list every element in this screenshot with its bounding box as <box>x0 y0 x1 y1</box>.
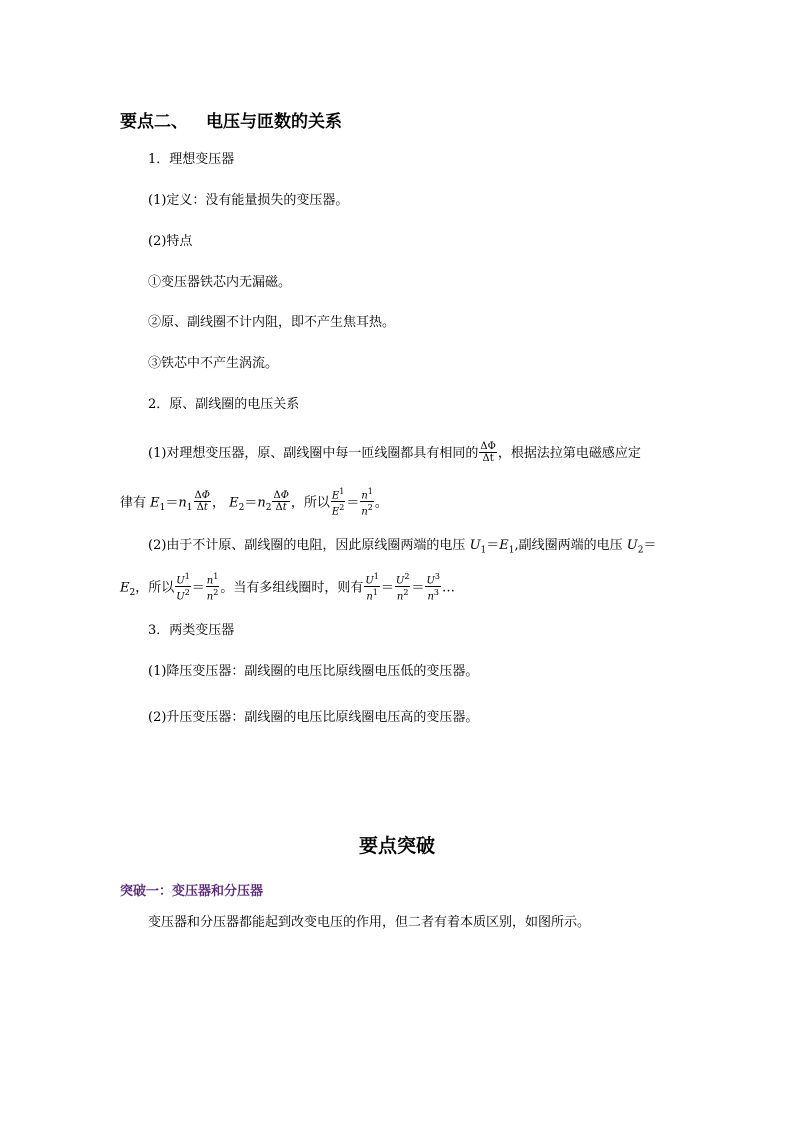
step-down-text: (1)降压变压器：副线圈的电压比原线圈电压低的变压器。 <box>148 664 479 679</box>
paragraph-1-line-2: 律有 $E_1=n_1$ $\frac{\Delta\Phi}{\Delta t}$ ， $E_2=n_2$ $\frac{\Delta\Phi}{\Delta t}$ ，所以 $\frac{E^1}{E^2}$ ＝ $\frac{n^1}{n^2}$ 。 <box>120 487 388 518</box>
definition-text: (1)定义：没有能量损失的变压器。 <box>148 193 349 208</box>
multi-ratio-2: $\frac{U^2}{n^2}$ <box>395 572 410 603</box>
paragraph-2-line-2: $E_2$，所以 $\frac{U^1}{U^2}$ ＝ $\frac{n^1}{n^2}$ 。当有多组线圈时，则有 $\frac{U^1}{n^1}$ ＝ $\frac{U^2}{n^2}$ ＝ $\frac{U^3}{n^3}$ … <box>120 572 455 603</box>
feature-3: ③铁芯中不产生涡流。 <box>148 356 279 371</box>
subsection-ideal-transformer: 1．理想变压器 <box>148 152 235 167</box>
turns-ratio-fraction: $\frac{n^1}{n^2}$ <box>361 487 373 518</box>
multi-ratio-1: $\frac{U^1}{n^1}$ <box>365 572 379 603</box>
step-up-text: (2)升压变压器：副线圈的电压比原线圈电压高的变压器。 <box>148 710 479 725</box>
paragraph-1-line-1: (1)对理想变压器，原、副线圈中每一匝线圈都具有相同的 $\frac{\Delta\Phi}{\Delta t}$ ，根据法拉第电磁感应定 <box>148 441 641 464</box>
subsection-two-types: 3．两类变压器 <box>148 623 235 638</box>
feature-1: ①变压器铁芯内无漏磁。 <box>148 275 292 290</box>
subsection-title: 突破一：变压器和分压器 <box>120 884 264 899</box>
feature-2: ②原、副线圈不计内阻，即不产生焦耳热。 <box>148 315 396 330</box>
delta-phi-fraction: $\frac{\Delta\Phi}{\Delta t}$ <box>480 441 496 464</box>
voltage-ratio-fraction: $\frac{U^1}{U^2}$ <box>176 572 190 603</box>
features-heading: (2)特点 <box>148 234 193 249</box>
heading-label: 要点二、 <box>120 112 188 132</box>
turns-ratio-fraction-2: $\frac{n^1}{n^2}$ <box>206 572 219 603</box>
paragraph-2-line-1: (2)由于不计原、副线圈的电阻，因此原线圈两端的电压 $U_1=E_1$,副线圈两端的电压 $U_2=$ <box>148 538 657 556</box>
multi-ratio-3: $\frac{U^3}{n^3}$ <box>426 572 440 603</box>
body-text: 变压器和分压器都能起到改变电压的作用，但二者有着本质区别，如图所示。 <box>148 915 591 930</box>
emf-1-fraction: $\frac{\Delta\Phi}{\Delta t}$ <box>194 490 210 514</box>
section-heading <box>120 107 342 132</box>
emf-2-fraction: $\frac{\Delta\Phi}{\Delta t}$ <box>273 490 289 514</box>
subsection-voltage-relation: 2．原、副线圈的电压关系 <box>148 397 300 412</box>
emf-ratio-fraction: $\frac{E^1}{E^2}$ <box>331 487 345 518</box>
section-title: 要点突破 <box>358 835 435 857</box>
heading-title: 电压与匝数的关系 <box>206 112 342 132</box>
